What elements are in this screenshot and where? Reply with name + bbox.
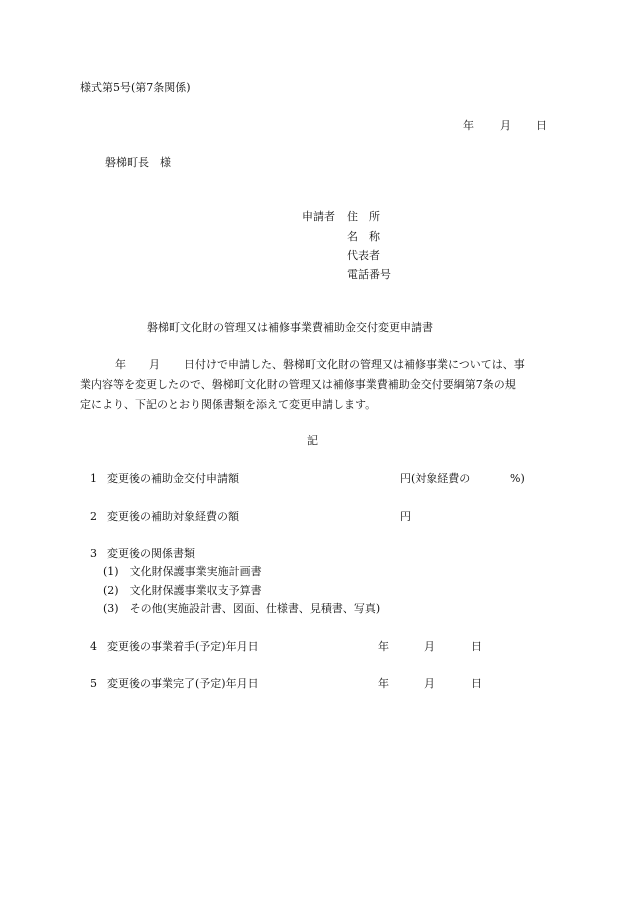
- date-year: 年: [463, 119, 474, 132]
- ki-heading: 記: [307, 434, 318, 447]
- applicant-label: 申請者: [302, 210, 335, 223]
- body-month: 月: [149, 358, 160, 371]
- item-3-number: 3: [90, 547, 97, 560]
- body-year: 年: [115, 358, 126, 371]
- item-4-month: 月: [424, 640, 435, 653]
- item-2-label: 変更後の補助対象経費の額: [107, 510, 239, 523]
- item-5-label: 変更後の事業完了(予定)年月日: [107, 677, 259, 690]
- item-4-number: 4: [90, 640, 97, 653]
- item-1-label: 変更後の補助金交付申請額: [107, 472, 239, 485]
- item-2-number: 2: [90, 510, 97, 523]
- body-line-1: 日付けで申請した、磐梯町文化財の管理又は補修事業については、事: [184, 358, 525, 371]
- item-3-sub-2: (2) 文化財保護事業収支予算書: [103, 584, 262, 597]
- item-5-day: 日: [471, 677, 482, 690]
- item-3-sub-3: (3) その他(実施設計書、図面、仕様書、見積書、写真): [103, 602, 381, 615]
- item-4-label: 変更後の事業着手(予定)年月日: [107, 640, 259, 653]
- item-1-percent: %): [510, 472, 525, 485]
- body-line-3: 定により、下記のとおり関係書類を添えて変更申請します。: [80, 398, 377, 411]
- applicant-address: 住 所: [347, 210, 380, 223]
- applicant-phone: 電話番号: [347, 268, 391, 281]
- applicant-representative: 代表者: [347, 249, 380, 262]
- applicant-name: 名 称: [347, 230, 380, 243]
- date-day: 日: [536, 119, 547, 132]
- item-5-month: 月: [424, 677, 435, 690]
- item-2-yen: 円: [400, 510, 411, 523]
- item-5-year: 年: [378, 677, 389, 690]
- item-1-number: 1: [90, 472, 97, 485]
- document-title: 磐梯町文化財の管理又は補修事業費補助金交付変更申請書: [147, 321, 433, 334]
- item-1-yen: 円(対象経費の: [400, 472, 471, 485]
- body-line-2: 業内容等を変更したので、磐梯町文化財の管理又は補修事業費補助金交付要綱第7条の規: [80, 378, 516, 391]
- item-5-number: 5: [90, 677, 97, 690]
- addressee: 磐梯町長 様: [105, 156, 171, 169]
- date-month: 月: [500, 119, 511, 132]
- item-4-year: 年: [378, 640, 389, 653]
- item-4-day: 日: [471, 640, 482, 653]
- item-3-label: 変更後の関係書類: [107, 547, 195, 560]
- item-3-sub-1: (1) 文化財保護事業実施計画書: [103, 565, 262, 578]
- form-number: 様式第5号(第7条関係): [80, 81, 191, 94]
